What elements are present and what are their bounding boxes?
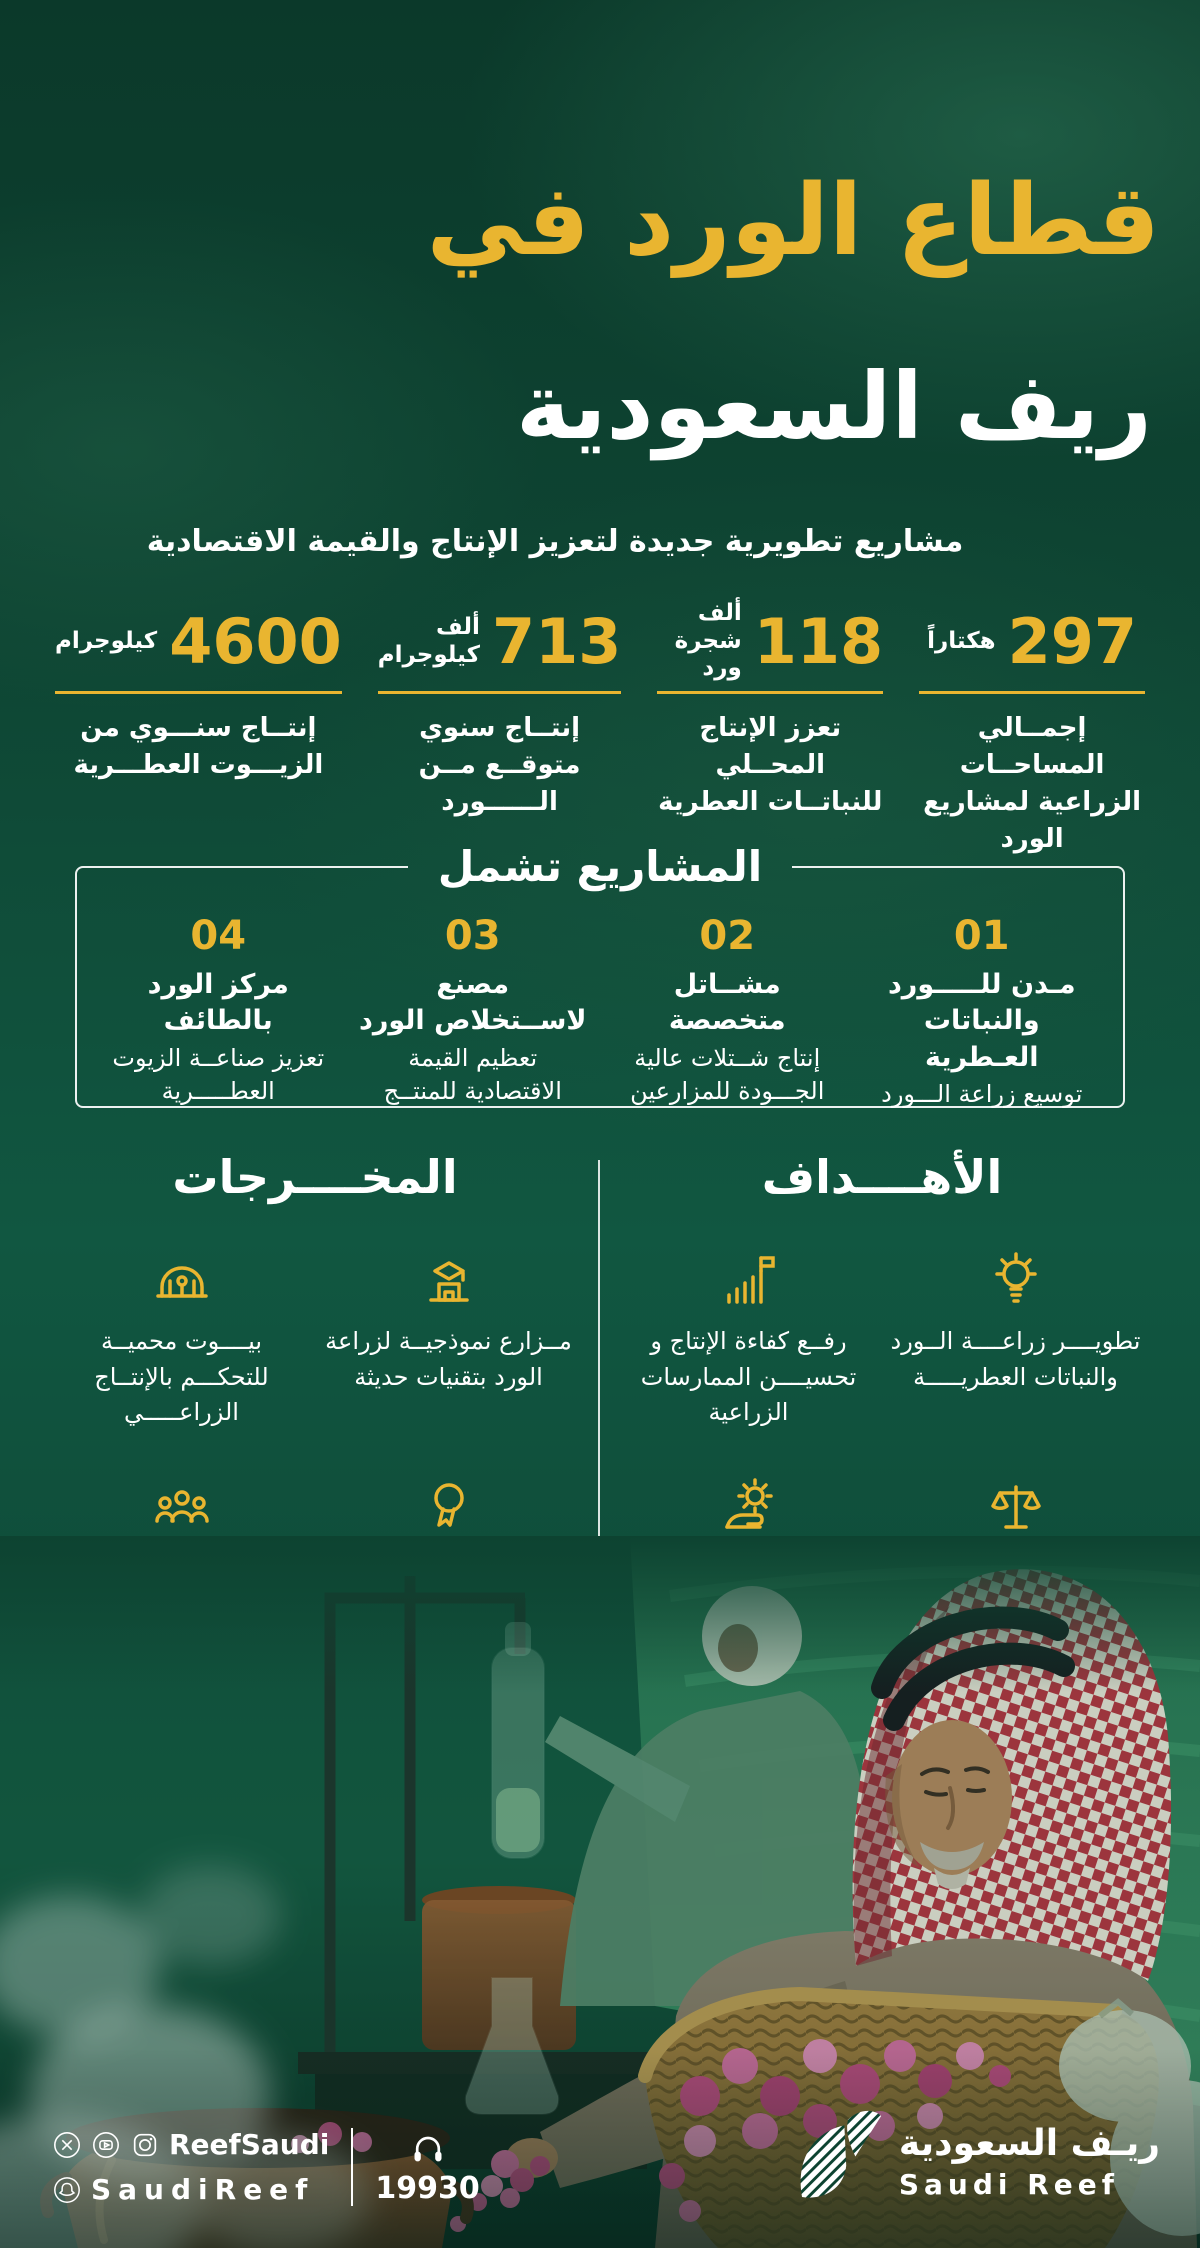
project-number: 01 (953, 913, 1010, 959)
outputs-heading: المخــــرجات (172, 1150, 458, 1204)
project-desc: توسيع زراعة الـــورد (881, 1080, 1083, 1109)
project-title: مركز الورد بالطائف (147, 969, 289, 1037)
goal-item (622, 1240, 875, 1431)
footer-contact (52, 2128, 480, 2206)
stat-desc: تعزز الإنتاج المحــلي للنباتــات العطرية (658, 713, 883, 817)
stat-unit2: شجرة ورد (674, 627, 742, 682)
model-farm-icon (417, 1240, 481, 1312)
gear-hand-icon (717, 1467, 781, 1539)
stat-desc: إنتــاج سنوي متوقــع مــن الــــــورد (418, 713, 581, 817)
stat-value: 4600 (169, 604, 342, 678)
people-icon (150, 1467, 214, 1539)
page-subtitle: مشاريع تطويرية جديدة لتعزيز الإنتاج والقيمة الاقتصادية (146, 524, 964, 559)
stat-value: 297 (1007, 604, 1138, 678)
goals-heading: الأهــــداف (761, 1150, 1003, 1204)
columns-divider (598, 1160, 600, 1542)
logo-arabic-text: ريـف السعودية (898, 2123, 1160, 2164)
project-item-02 (600, 913, 855, 1112)
project-number: 02 (699, 913, 756, 959)
projects-box (75, 842, 1125, 1108)
lightbulb-icon (984, 1240, 1048, 1312)
social-handle: ReefSaudi (169, 2128, 330, 2161)
stats-row (55, 602, 1145, 858)
x-icon (52, 2130, 82, 2160)
stat-hectares (919, 602, 1145, 858)
phone-block (375, 2129, 479, 2206)
phone-number: 19930 (375, 2170, 480, 2206)
page-title-gold: قطاع الورد في (426, 164, 1160, 278)
stat-desc: إنتــاج سنـــوي من الزيـــوت العطـــرية (73, 713, 324, 780)
stat-value: 118 (753, 604, 884, 678)
goal-text: تطويــــر زراعــــة الــورد والنباتات العطريـــــة (890, 1327, 1141, 1391)
project-desc: تعظيم القيمة الاقتصادية للمنتــج (383, 1043, 562, 1106)
scales-icon (984, 1467, 1048, 1539)
output-text: بيــــوت محميــة للتحكـــم بالإنتــاج الزراعـــــي (94, 1327, 269, 1427)
project-item-01 (855, 913, 1110, 1112)
footer-divider (351, 2128, 353, 2206)
saudi-reef-logo (791, 2106, 1160, 2218)
project-desc: تعزيز صناعــة الزيوت العطـــــرية (112, 1043, 325, 1106)
headphones-icon (409, 2129, 447, 2165)
snapchat-icon (52, 2175, 82, 2205)
page-title-white: ريف السعودية (516, 353, 1152, 460)
goal-item (889, 1240, 1142, 1431)
logo-english-text: Saudi Reef (898, 2168, 1119, 2201)
stat-rose-trees (657, 602, 883, 858)
project-item-04 (91, 913, 346, 1112)
output-item (322, 1240, 575, 1431)
social-handle: SaudiReef (91, 2173, 315, 2206)
output-item (55, 1240, 308, 1431)
project-desc: إنتاج شــتلات عالية الجـــودة للمزارعين (630, 1043, 825, 1106)
project-title: مشــاتل متخصصة (668, 969, 786, 1037)
social-row-2 (52, 2173, 329, 2206)
goal-text: رفــع كفاءة الإنتاج و تحسيــــن الممارسات الزراعية (640, 1327, 857, 1427)
stat-unit: هكتاراً (927, 627, 996, 654)
stat-oils-production (55, 602, 342, 858)
stat-desc: إجمــالي المساحــات الزراعية لمشاريع الورد (923, 713, 1141, 854)
project-item-03 (346, 913, 601, 1112)
stat-unit2: كيلوجرام (377, 641, 480, 668)
stat-unit: ألف (697, 600, 742, 627)
stat-unit: ألف (436, 613, 480, 640)
instagram-icon (130, 2130, 160, 2160)
greenhouse-icon (150, 1240, 214, 1312)
project-number: 03 (444, 913, 501, 959)
medal-icon (417, 1467, 481, 1539)
stat-unit: كيلوجرام (54, 627, 158, 654)
growth-chart-icon (717, 1240, 781, 1312)
project-number: 04 (190, 913, 247, 959)
social-row-1 (52, 2128, 329, 2161)
stat-expected-production (378, 602, 622, 858)
project-title: مـدن للـــــورد والنباتات العـطرية (887, 969, 1076, 1073)
youtube-icon (91, 2130, 121, 2160)
leaf-logo-icon (791, 2106, 883, 2218)
stat-value: 713 (491, 604, 622, 678)
output-text: مــزارع نموذجيــة لزراعة الورد بتقنيات حديثة (325, 1327, 572, 1391)
project-title: مصنع لاســتخلاص الورد (358, 969, 587, 1037)
projects-heading: المشاريع تشمل (437, 842, 763, 891)
